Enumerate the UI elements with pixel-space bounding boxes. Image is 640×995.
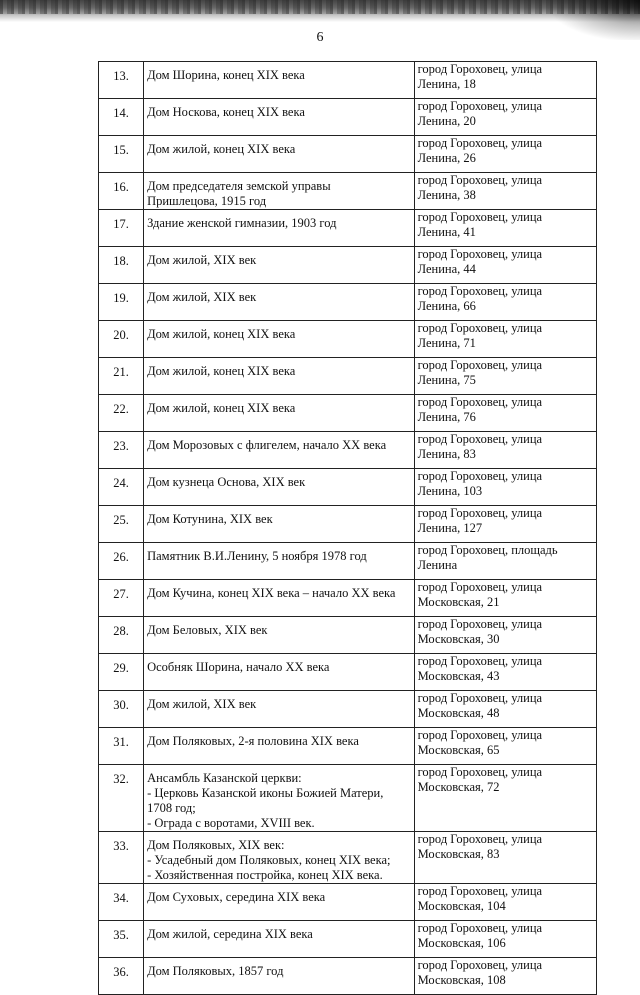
object-address <box>414 832 596 884</box>
object-name-line: Дом Носкова, конец XIX века <box>147 105 305 119</box>
object-name <box>144 284 415 321</box>
object-name-line: Дом Суховых, середина XIX века <box>147 890 326 904</box>
table-row <box>99 284 597 321</box>
object-address-line: город Гороховец, улица <box>417 691 543 705</box>
object-address-line: город Гороховец, улица <box>417 617 543 631</box>
object-name <box>144 884 415 921</box>
object-name-line: Дом жилой, конец XIX века <box>147 142 296 156</box>
object-name <box>144 358 415 395</box>
object-address <box>414 921 596 958</box>
object-name <box>144 247 415 284</box>
row-number: 20. <box>99 321 144 358</box>
object-address <box>414 173 596 210</box>
object-name <box>144 580 415 617</box>
object-address <box>414 321 596 358</box>
object-name-line: Дом жилой, середина XIX века <box>147 927 313 941</box>
row-number: 25. <box>99 506 144 543</box>
object-address <box>414 247 596 284</box>
table-row <box>99 580 597 617</box>
row-number: 23. <box>99 432 144 469</box>
object-name <box>144 321 415 358</box>
table-row <box>99 99 597 136</box>
table-row <box>99 691 597 728</box>
object-name <box>144 728 415 765</box>
row-number: 33. <box>99 832 144 884</box>
table-row <box>99 728 597 765</box>
object-name <box>144 432 415 469</box>
row-number: 36. <box>99 958 144 995</box>
object-address-line: Ленина, 75 <box>417 373 476 387</box>
object-name <box>144 654 415 691</box>
object-address-line: Московская, 106 <box>417 936 506 950</box>
row-number: 31. <box>99 728 144 765</box>
object-address <box>414 99 596 136</box>
object-address-line: город Гороховец, улица <box>417 958 543 972</box>
object-address-line: Ленина <box>417 558 458 572</box>
object-name-line: Дом жилой, XIX век <box>147 697 257 711</box>
row-number: 27. <box>99 580 144 617</box>
object-address-line: город Гороховец, улица <box>417 210 543 224</box>
table-row <box>99 62 597 99</box>
object-address-line: Ленина, 38 <box>417 188 476 202</box>
object-name-line: Памятник В.И.Ленину, 5 ноября 1978 год <box>147 549 367 563</box>
object-name <box>144 173 415 210</box>
page-number: 6 <box>316 30 324 45</box>
object-name-line: Пришлецова, 1915 год <box>147 194 267 208</box>
object-name <box>144 136 415 173</box>
object-address-line: Ленина, 76 <box>417 410 476 424</box>
object-address-line: Ленина, 41 <box>417 225 476 239</box>
object-address <box>414 210 596 247</box>
object-address-line: Ленина, 18 <box>417 77 476 91</box>
object-address-line: город Гороховец, улица <box>417 395 543 409</box>
object-name <box>144 469 415 506</box>
object-address-line: Московская, 83 <box>417 847 500 861</box>
object-name-line: Дом жилой, конец XIX века <box>147 327 296 341</box>
object-address-line: город Гороховец, улица <box>417 921 543 935</box>
object-address-line: город Гороховец, улица <box>417 247 543 261</box>
table-row <box>99 654 597 691</box>
object-address <box>414 432 596 469</box>
row-number: 16. <box>99 173 144 210</box>
object-name-line: - Церковь Казанской иконы Божией Матери, <box>147 786 384 800</box>
object-address-line: город Гороховец, улица <box>417 765 543 779</box>
object-name <box>144 395 415 432</box>
row-number: 21. <box>99 358 144 395</box>
object-name-line: Здание женской гимназии, 1903 год <box>147 216 337 230</box>
object-address <box>414 728 596 765</box>
object-name <box>144 691 415 728</box>
object-name <box>144 99 415 136</box>
object-address-line: город Гороховец, улица <box>417 469 543 483</box>
object-address-line: город Гороховец, улица <box>417 728 543 742</box>
table-row <box>99 210 597 247</box>
object-address <box>414 136 596 173</box>
table-row <box>99 884 597 921</box>
object-address-line: город Гороховец, улица <box>417 136 543 150</box>
object-name-line: - Ограда с воротами, XVIII век. <box>147 816 315 830</box>
object-name-line: Дом жилой, XIX век <box>147 290 257 304</box>
object-name-line: Дом Морозовых с флигелем, начало XX века <box>147 438 387 452</box>
object-name-line: - Хозяйственная постройка, конец XIX века. <box>147 868 383 882</box>
row-number: 32. <box>99 765 144 832</box>
object-address-line: город Гороховец, улица <box>417 884 543 898</box>
row-number: 34. <box>99 884 144 921</box>
object-address <box>414 765 596 832</box>
object-address <box>414 543 596 580</box>
object-name-line: Дом Поляковых, 2-я половина XIX века <box>147 734 359 748</box>
object-address-line: Ленина, 127 <box>417 521 483 535</box>
row-number: 17. <box>99 210 144 247</box>
row-number: 19. <box>99 284 144 321</box>
table-row <box>99 765 597 832</box>
table-row <box>99 832 597 884</box>
table-row <box>99 921 597 958</box>
object-address <box>414 284 596 321</box>
object-address <box>414 617 596 654</box>
object-address-line: город Гороховец, улица <box>417 173 543 187</box>
object-name <box>144 958 415 995</box>
table-row <box>99 247 597 284</box>
object-address-line: город Гороховец, улица <box>417 432 543 446</box>
table-row <box>99 469 597 506</box>
object-address <box>414 654 596 691</box>
object-address-line: город Гороховец, площадь <box>417 543 558 557</box>
object-address-line: Московская, 72 <box>417 780 500 794</box>
row-number: 13. <box>99 62 144 99</box>
object-address <box>414 580 596 617</box>
object-address-line: город Гороховец, улица <box>417 284 543 298</box>
object-address-line: Московская, 43 <box>417 669 500 683</box>
object-address-line: Ленина, 103 <box>417 484 483 498</box>
table-row <box>99 506 597 543</box>
table-row <box>99 173 597 210</box>
table-row <box>99 358 597 395</box>
object-name-line: Дом председателя земской управы <box>147 179 331 193</box>
object-name <box>144 921 415 958</box>
object-name-line: Дом жилой, XIX век <box>147 253 257 267</box>
object-address-line: город Гороховец, улица <box>417 358 543 372</box>
row-number: 14. <box>99 99 144 136</box>
object-address-line: Московская, 104 <box>417 899 506 913</box>
object-address <box>414 958 596 995</box>
object-name-line: - Усадебный дом Поляковых, конец XIX века; <box>147 853 391 867</box>
row-number: 18. <box>99 247 144 284</box>
object-address-line: город Гороховец, улица <box>417 99 543 113</box>
row-number: 35. <box>99 921 144 958</box>
table-row <box>99 543 597 580</box>
row-number: 26. <box>99 543 144 580</box>
object-address-line: Ленина, 83 <box>417 447 476 461</box>
object-address <box>414 395 596 432</box>
object-address-line: Московская, 48 <box>417 706 500 720</box>
row-number: 30. <box>99 691 144 728</box>
object-name <box>144 506 415 543</box>
row-number: 28. <box>99 617 144 654</box>
object-name-line: Дом Поляковых, 1857 год <box>147 964 284 978</box>
object-address-line: Московская, 108 <box>417 973 506 987</box>
object-name-line: Дом жилой, конец XIX века <box>147 401 296 415</box>
object-name-line: Дом Кучина, конец XIX века – начало XX века <box>147 586 396 600</box>
table-row <box>99 958 597 995</box>
object-address <box>414 884 596 921</box>
object-address <box>414 358 596 395</box>
object-address-line: Московская, 65 <box>417 743 500 757</box>
object-address-line: город Гороховец, улица <box>417 832 543 846</box>
object-address <box>414 62 596 99</box>
object-name-line: Дом жилой, конец XIX века <box>147 364 296 378</box>
object-address-line: город Гороховец, улица <box>417 654 543 668</box>
object-address-line: Ленина, 71 <box>417 336 476 350</box>
table-row <box>99 136 597 173</box>
object-name-line: Особняк Шорина, начало XX века <box>147 660 330 674</box>
table-row <box>99 432 597 469</box>
table-body <box>99 62 597 995</box>
object-address-line: Ленина, 26 <box>417 151 476 165</box>
object-address-line: город Гороховец, улица <box>417 580 543 594</box>
row-number: 15. <box>99 136 144 173</box>
object-name-line: Ансамбль Казанской церкви: <box>147 771 302 785</box>
object-name <box>144 617 415 654</box>
object-address-line: Ленина, 44 <box>417 262 476 276</box>
object-address <box>414 691 596 728</box>
object-address <box>414 469 596 506</box>
object-address-line: город Гороховец, улица <box>417 62 543 76</box>
object-address-line: город Гороховец, улица <box>417 506 543 520</box>
table-row <box>99 321 597 358</box>
object-name <box>144 210 415 247</box>
object-name <box>144 832 415 884</box>
object-address-line: Московская, 21 <box>417 595 500 609</box>
object-name-line: Дом Беловых, XIX век <box>147 623 268 637</box>
object-name-line: 1708 год; <box>147 801 196 815</box>
object-address-line: Ленина, 20 <box>417 114 476 128</box>
object-name-line: Дом Шорина, конец XIX века <box>147 68 305 82</box>
object-name-line: Дом кузнеца Основа, XIX век <box>147 475 306 489</box>
object-name-line: Дом Котунина, XIX век <box>147 512 273 526</box>
object-name-line: Дом Поляковых, XIX век: <box>147 838 285 852</box>
object-name <box>144 543 415 580</box>
scan-edge-noise <box>0 0 640 22</box>
object-address-line: Ленина, 66 <box>417 299 476 313</box>
object-address-line: Московская, 30 <box>417 632 500 646</box>
table-row <box>99 395 597 432</box>
row-number: 29. <box>99 654 144 691</box>
object-name <box>144 62 415 99</box>
row-number: 22. <box>99 395 144 432</box>
object-name <box>144 765 415 832</box>
object-address <box>414 506 596 543</box>
object-address-line: город Гороховец, улица <box>417 321 543 335</box>
heritage-objects-table <box>98 61 597 995</box>
table-row <box>99 617 597 654</box>
row-number: 24. <box>99 469 144 506</box>
